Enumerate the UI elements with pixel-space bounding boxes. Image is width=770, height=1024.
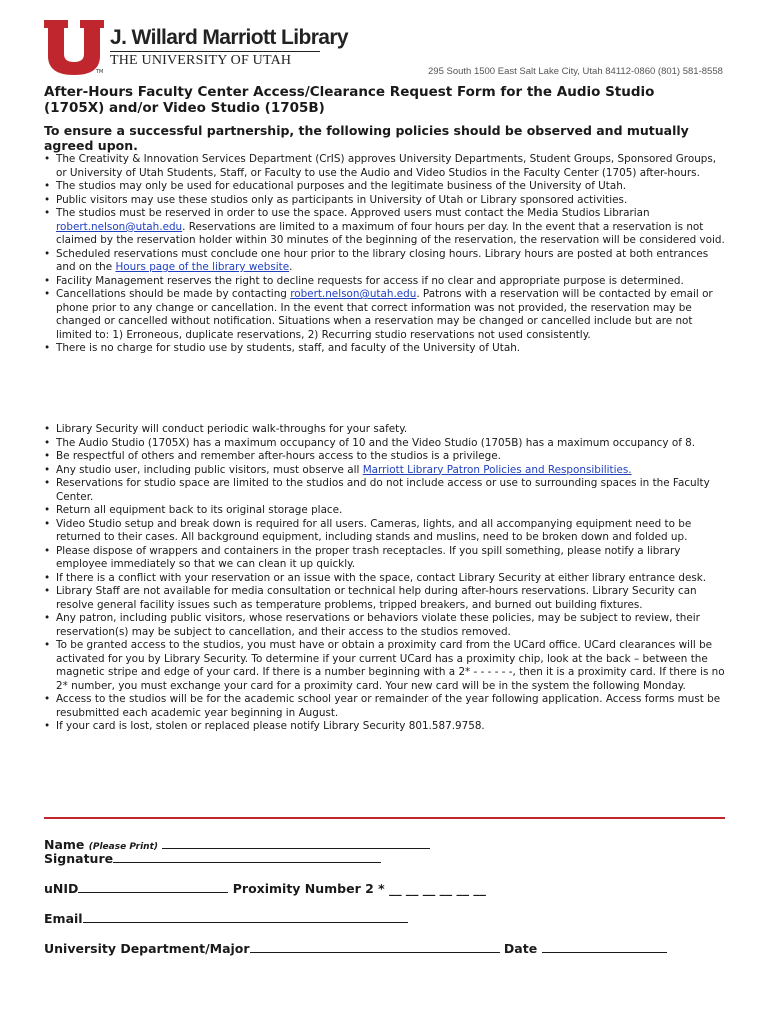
- policy-text: Any patron, including public visitors, whose reservations or behaviors violate these policies, may be subject to review, their reservation(s) may be subject to cancellation, and their access to the studios removed.: [56, 612, 700, 638]
- policy-item: [44, 693, 729, 720]
- unid-blank[interactable]: [78, 880, 228, 893]
- department-blank[interactable]: [250, 940, 500, 953]
- date-blank[interactable]: [542, 940, 667, 953]
- policy-item: [44, 194, 729, 208]
- policy-text: Be respectful of others and remember after-hours access to the studios is a privilege.: [56, 450, 501, 462]
- department-field[interactable]: [44, 940, 667, 956]
- policy-item: [44, 585, 729, 612]
- policy-text: If your card is lost, stolen or replaced please notify Library Security 801.587.9758.: [56, 720, 485, 732]
- proximity-blanks[interactable]: __ __ __ __ __ __: [389, 881, 486, 896]
- university-name: THE UNIVERSITY OF UTAH: [110, 53, 292, 68]
- policy-text: Public visitors may use these studios only as participants in University of Utah or Library sponsored activities.: [56, 193, 628, 206]
- unid-label: uNID: [44, 881, 79, 896]
- policy-item: [44, 153, 729, 180]
- policy-text: To be granted access to the studios, you must have or obtain a proximity card from the UCard office. UCard clearances will be activated for you by Library Security. To determine if your current UCard has a proximity chip, look at the back – between the magnetic stripe and edge of your card. If there is a number beginning with a 2* - - - - - -, then it is a proximity card. If there is no 2* number, you must exchange your card for a proximity card. Your new card will be in the system the following Monday.: [56, 639, 725, 692]
- policy-item: [44, 180, 729, 194]
- policy-item: [44, 720, 729, 734]
- policy-text: There is no charge for studio use by students, staff, and faculty of the University of Utah.: [56, 342, 521, 354]
- policy-text: . Reservations are limited to a maximum of four hours per day. In the event that a reservation is not claimed by the reservation holder within 30 minutes of the beginning of the reservation, the reservation will be considered void.: [56, 220, 725, 246]
- policy-text: Scheduled reservations must conclude one hour prior to the library closing hours. Library hours are posted at both entrances and on the: [56, 247, 709, 273]
- name-blank[interactable]: [162, 836, 430, 849]
- policy-item: [44, 423, 729, 437]
- policy-item: [44, 572, 729, 586]
- email-blank[interactable]: [83, 910, 408, 923]
- policy-item: [44, 248, 729, 275]
- policy-item: [44, 275, 729, 289]
- policy-text: Facility Management reserves the right to decline requests for access if no clear and appropriate purpose is determined.: [56, 274, 684, 287]
- policy-item: [44, 450, 729, 464]
- unid-field[interactable]: [44, 880, 486, 896]
- policy-text: Any studio user, including public visitors, must observe all: [56, 463, 363, 476]
- policy-text: The Audio Studio (1705X) has a maximum occupancy of 10 and the Video Studio (1705B) has a maximum occupancy of 8.: [56, 436, 696, 449]
- intro-statement: To ensure a successful partnership, the following policies should be observed and mutually agreed upon.: [44, 123, 689, 153]
- policy-item: [44, 207, 729, 248]
- policy-item: [44, 342, 729, 356]
- policy-text: Reservations for studio space are limited to the studios and do not include access or use to surrounding spaces in the Faculty Center.: [56, 477, 710, 503]
- signature-blank[interactable]: [113, 850, 381, 863]
- policy-item: [44, 477, 729, 504]
- policy-list-conduct: [44, 423, 729, 734]
- policy-text: Video Studio setup and break down is required for all users. Cameras, lights, and all accompanying equipment need to be returned to their cases. All background equipment, including stands and muslins, need to be broken down and folded up.: [56, 517, 692, 543]
- letterhead-rule: [110, 51, 320, 52]
- policy-item: [44, 288, 729, 342]
- policy-list-general: [44, 153, 729, 356]
- university-u-logo: [44, 20, 104, 75]
- policy-text: Please dispose of wrappers and containers in the proper trash receptacles. If you spill something, please notify a library employee immediately so that we can clean it up quickly.: [56, 544, 681, 570]
- policy-item: [44, 639, 729, 693]
- policy-text: . Patrons with a reservation will be contacted by email or phone prior to any change or cancellation. In the event that correct information was not provided, the reservation may be changed or cancelled without notification. Situations when a reservation may be changed or cancelled include but are not limited to: 1) Erroneous, duplicate reservations, 2) Recurring studio reservations not used consistently.: [56, 288, 713, 341]
- policy-text: The Creativity & Innovation Services Department (CrIS) approves University Departments, Student Groups, Sponsored Groups, or University of Utah Students, Staff, or Faculty to use the Audio and Video Studios in the Faculty Center (1705) after-hours.: [56, 153, 717, 179]
- trademark-mark: TM: [96, 69, 104, 75]
- library-name: J. Willard Marriott Library: [110, 26, 348, 49]
- policy-text: Return all equipment back to its original storage place.: [56, 504, 343, 516]
- proximity-label: Proximity Number 2 *: [232, 881, 385, 896]
- email-label: Email: [44, 911, 83, 926]
- policy-text: Access to the studios will be for the academic school year or remainder of the year following application. Access forms must be resubmitted each academic year beginning in August.: [56, 693, 721, 719]
- library-address: 295 South 1500 East Salt Lake City, Utah 84112-0860 (801) 581-8558: [428, 66, 723, 77]
- policy-link[interactable]: robert.nelson@utah.edu: [56, 220, 183, 233]
- policy-item: [44, 437, 729, 451]
- department-label: University Department/Major: [44, 941, 250, 956]
- policy-item: [44, 545, 729, 572]
- policy-item: [44, 612, 729, 639]
- section-divider: [44, 817, 725, 819]
- name-label: Name: [44, 837, 85, 852]
- policy-text: Cancellations should be made by contacting: [56, 288, 291, 300]
- policy-link[interactable]: robert.nelson@utah.edu: [290, 288, 417, 300]
- date-label: Date: [503, 941, 538, 956]
- name-hint: (Please Print): [88, 842, 158, 852]
- signature-label: Signature: [44, 851, 114, 866]
- policy-text: Library Security will conduct periodic walk-throughs for your safety.: [56, 423, 408, 435]
- policy-item: [44, 518, 729, 545]
- policy-link[interactable]: Hours page of the library website: [115, 261, 290, 273]
- policy-text: .: [289, 261, 293, 273]
- policy-link[interactable]: Marriott Library Patron Policies and Responsibilities.: [362, 463, 632, 476]
- email-field[interactable]: [44, 910, 408, 926]
- policy-item: [44, 464, 729, 478]
- signature-field[interactable]: [44, 850, 381, 866]
- policy-text: Library Staff are not available for media consultation or technical help during after-hours reservations. Library Security can resolve general facility issues such as temperature problems, tripped breakers, and burned out building fixtures.: [56, 585, 697, 611]
- policy-item: [44, 504, 729, 518]
- form-title: After-Hours Faculty Center Access/Clearance Request Form for the Audio Studio (1705X) and/or Video Studio (1705B): [44, 84, 655, 116]
- policy-text: The studios must be reserved in order to use the space. Approved users must contact the Media Studios Librarian: [56, 207, 650, 219]
- policy-text: If there is a conflict with your reservation or an issue with the space, contact Library Security at either library entrance desk.: [56, 571, 707, 584]
- policy-text: The studios may only be used for educational purposes and the legitimate business of the University of Utah.: [56, 180, 627, 192]
